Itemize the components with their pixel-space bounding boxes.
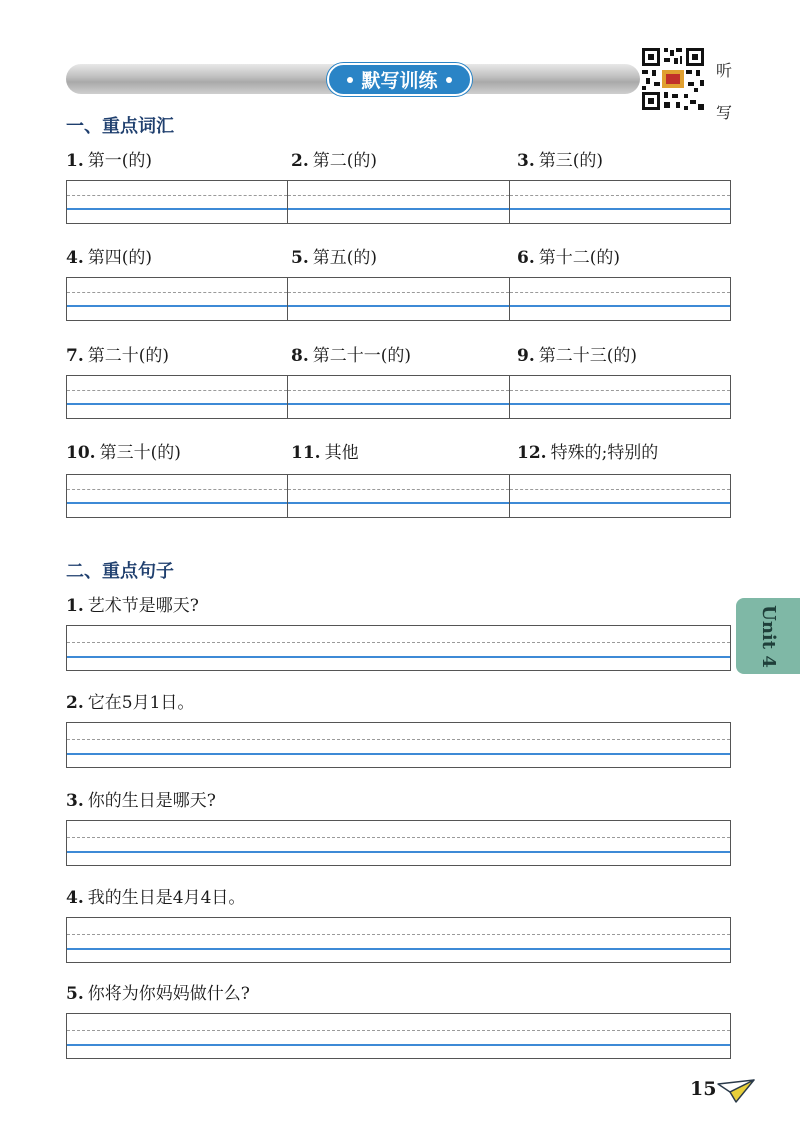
- vocab-answer-row: [66, 180, 731, 224]
- vocab-item: 1. 第一(的): [66, 151, 153, 171]
- sentence-item: 1. 艺术节是哪天?: [66, 596, 199, 616]
- bullet-dot-icon: [347, 77, 353, 83]
- answer-box[interactable]: [510, 376, 730, 418]
- vocab-item: 11. 其他: [291, 443, 359, 463]
- vocab-item: 7. 第二十(的): [66, 346, 170, 366]
- vocab-item: 5. 第五(的): [291, 248, 378, 268]
- vocab-section-title: 一、重点词汇: [66, 116, 174, 137]
- answer-box[interactable]: [288, 376, 509, 418]
- unit-tab-label: Unit 4: [757, 604, 779, 668]
- vocab-item: 12. 特殊的;特别的: [517, 443, 659, 463]
- answer-box[interactable]: [288, 278, 509, 320]
- vocab-item: 10. 第三十(的): [66, 443, 181, 463]
- answer-box[interactable]: [67, 278, 288, 320]
- sentence-item: 3. 你的生日是哪天?: [66, 791, 216, 811]
- banner-title-pill: [327, 63, 472, 96]
- sentence-answer-box[interactable]: [66, 917, 731, 963]
- vocab-item: 6. 第十二(的): [517, 248, 621, 268]
- answer-box[interactable]: [67, 376, 288, 418]
- answer-box[interactable]: [288, 475, 509, 517]
- sentence-item: 4. 我的生日是4月4日。: [66, 888, 246, 908]
- sentence-answer-box[interactable]: [66, 625, 731, 671]
- answer-box[interactable]: [510, 278, 730, 320]
- sentence-answer-box[interactable]: [66, 1013, 731, 1059]
- vocab-answer-row: [66, 277, 731, 321]
- unit-tab[interactable]: [736, 598, 800, 674]
- sentence-section-title: 二、重点句子: [66, 561, 174, 582]
- answer-box[interactable]: [288, 181, 509, 223]
- qr-code-icon[interactable]: [640, 46, 706, 112]
- sentence-item: 5. 你将为你妈妈做什么?: [66, 984, 250, 1004]
- vocab-item: 3. 第三(的): [517, 151, 604, 171]
- sentence-answer-box[interactable]: [66, 722, 731, 768]
- vocab-answer-row: [66, 474, 731, 518]
- answer-box[interactable]: [510, 181, 730, 223]
- vocab-item: 9. 第二十三(的): [517, 346, 638, 366]
- listen-write-label: 听 写: [715, 61, 732, 122]
- sentence-answer-box[interactable]: [66, 820, 731, 866]
- bullet-dot-icon: [446, 77, 452, 83]
- banner-title: 默写训练: [361, 70, 438, 92]
- vocab-item: 8. 第二十一(的): [291, 346, 412, 366]
- vocab-answer-row: [66, 375, 731, 419]
- answer-box[interactable]: [67, 181, 288, 223]
- page-number: 15: [690, 1078, 717, 1100]
- answer-box[interactable]: [510, 475, 730, 517]
- vocab-item: 2. 第二(的): [291, 151, 378, 171]
- vocab-item: 4. 第四(的): [66, 248, 153, 268]
- answer-box[interactable]: [67, 475, 288, 517]
- paper-plane-icon: [716, 1078, 756, 1104]
- sentence-item: 2. 它在5月1日。: [66, 693, 195, 713]
